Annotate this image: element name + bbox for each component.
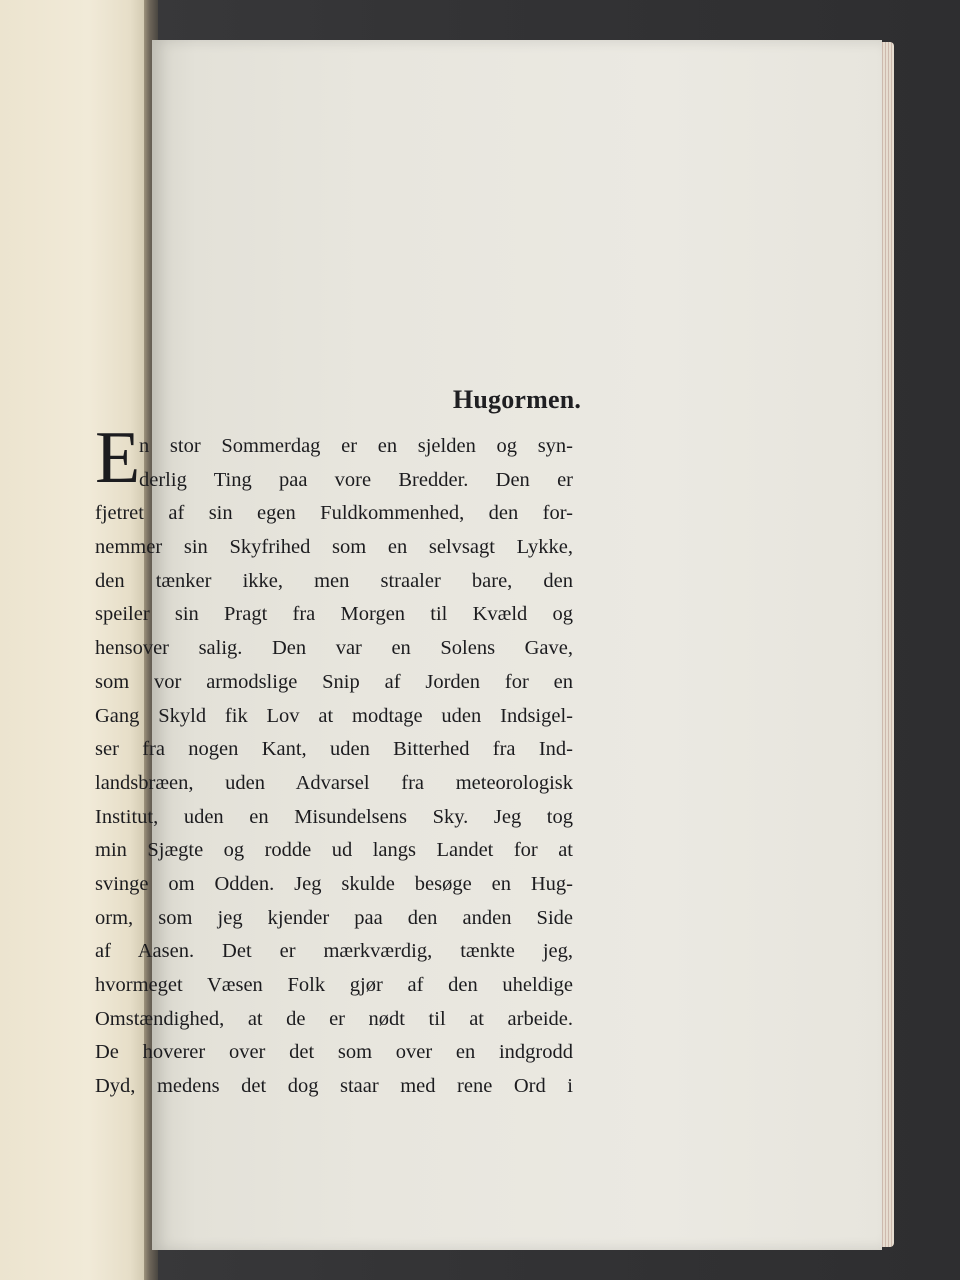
text-line: Omstændighed, at de er nødt til at arbeide. [95, 1007, 573, 1030]
text-line: Institut, uden en Misundelsens Sky. Jeg tog [95, 805, 573, 828]
text-line: De hoverer over det som over en indgrodd [95, 1041, 573, 1064]
text-line: den tænker ikke, men straaler bare, den [95, 569, 573, 592]
text-line: landsbræen, uden Advarsel fra meteorologisk [95, 771, 573, 794]
body-text [95, 430, 573, 1104]
text-line: svinge om Odden. Jeg skulde besøge en Hug- [95, 872, 573, 895]
text-line: n stor Sommerdag er en sjelden og syn- [139, 435, 573, 457]
page-edge [880, 42, 894, 1247]
drop-cap: E [95, 417, 141, 499]
text-line: Dyd, medens det dog staar med rene Ord i [95, 1075, 573, 1098]
text-line: hvormeget Væsen Folk gjør af den uheldige [95, 974, 573, 996]
text-line: hensover salig. Den var en Solens Gave, [95, 637, 573, 660]
text-line: derlig Ting paa vore Bredder. Den er [139, 468, 573, 491]
text-line: nemmer sin Skyfrihed som en selvsagt Lykke, [95, 536, 573, 559]
text-line: Gang Skyld fik Lov at modtage uden Indsigel- [95, 704, 573, 727]
text-line: speiler sin Pragt fra Morgen til Kvæld og [95, 603, 573, 626]
chapter-title: Hugormen. [452, 385, 582, 414]
text-line: min Sjægte og rodde ud langs Landet for at [95, 839, 573, 862]
text-line: orm, som jeg kjender paa den anden Side [95, 906, 573, 929]
text-line: af Aasen. Det er mærkværdig, tænkte jeg, [95, 940, 573, 963]
text-line: fjetret af sin egen Fuldkommenhed, den for- [95, 502, 573, 525]
text-line: ser fra nogen Kant, uden Bitterhed fra Ind- [95, 738, 573, 761]
text-line: som vor armodslige Snip af Jorden for en [95, 670, 573, 693]
